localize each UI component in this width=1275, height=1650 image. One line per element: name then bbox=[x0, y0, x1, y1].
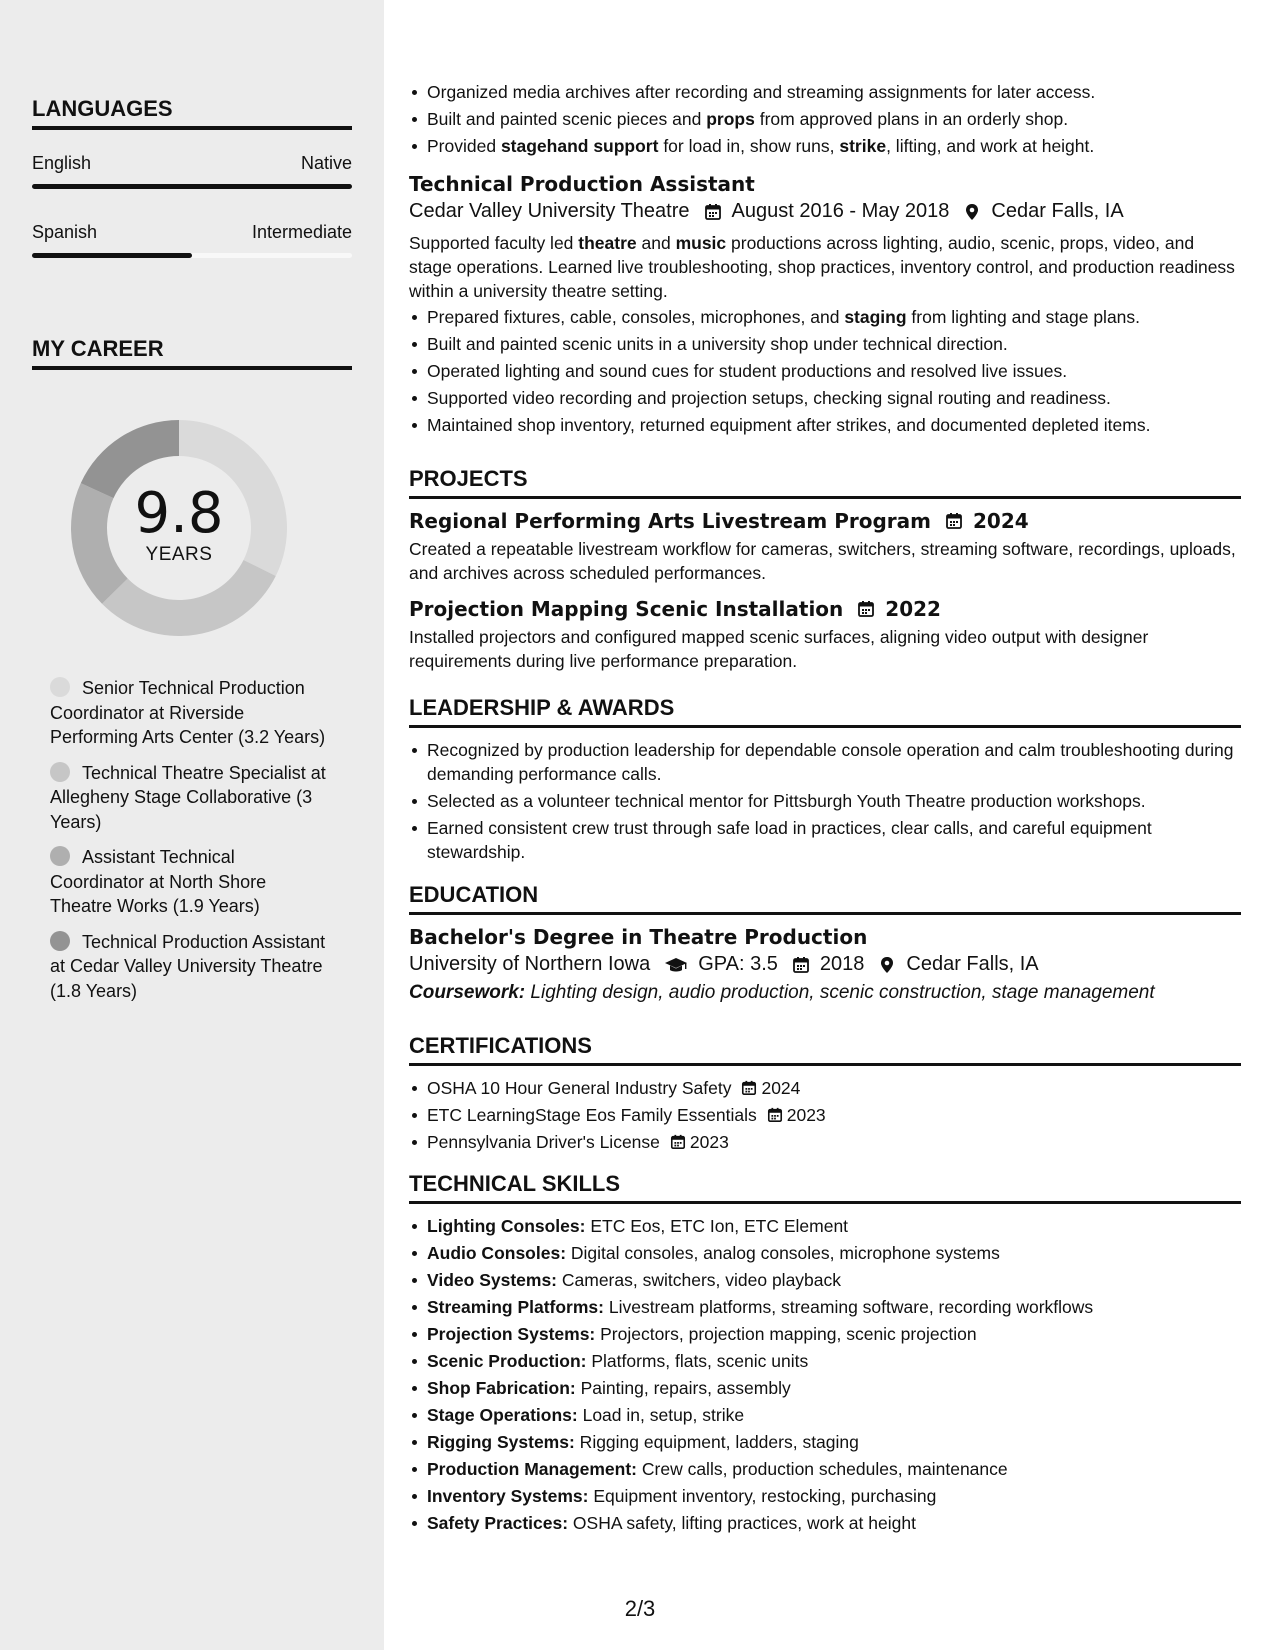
skill-item bbox=[409, 1268, 1241, 1292]
sidebar bbox=[0, 0, 384, 1650]
text-run: Maintained shop inventory, returned equipment after strikes, and documented depleted items. bbox=[427, 415, 1151, 435]
leadership-item: Recognized by production leadership for dependable console operation and calm troubleshooting during demanding performance calls. bbox=[409, 738, 1241, 786]
skill-label: Scenic Production: bbox=[427, 1351, 587, 1371]
job-title: Technical Production Assistant bbox=[409, 172, 755, 196]
coursework-text: Lighting design, audio production, scenic construction, stage management bbox=[530, 982, 1155, 1003]
list-item bbox=[409, 107, 1241, 131]
skill-item bbox=[409, 1295, 1241, 1319]
education-year: 2018 bbox=[819, 953, 865, 975]
certification-name: Pennsylvania Driver's License bbox=[427, 1132, 660, 1152]
list-item bbox=[409, 413, 1241, 437]
calendar-icon bbox=[857, 600, 875, 618]
job-location: Cedar Falls, IA bbox=[991, 200, 1124, 222]
certification-item bbox=[409, 1076, 1241, 1100]
language-bar-fill bbox=[32, 253, 192, 258]
leadership-list bbox=[409, 738, 1241, 864]
text-run: Prepared fixtures, cable, consoles, microphones, and bbox=[427, 307, 845, 327]
career-list bbox=[50, 676, 330, 1014]
leadership-heading: LEADERSHIP & AWARDS bbox=[409, 695, 1241, 728]
project-item bbox=[409, 509, 1241, 585]
project-description: Created a repeatable livestream workflow for cameras, switchers, streaming software, recordings, uploads, and archives across scheduled performances. bbox=[409, 539, 1236, 583]
language-name: Spanish bbox=[32, 222, 98, 242]
text-run: Supported video recording and projection setups, checking signal routing and readiness. bbox=[427, 388, 1111, 408]
skill-label: Lighting Consoles: bbox=[427, 1216, 586, 1236]
job-company: Cedar Valley University Theatre bbox=[409, 200, 690, 222]
coursework-label: Coursework: bbox=[409, 982, 526, 1003]
career-total bbox=[64, 413, 294, 643]
text-run: Organized media archives after recording and streaming assignments for later access. bbox=[427, 82, 1096, 102]
skill-value: Painting, repairs, assembly bbox=[575, 1378, 791, 1398]
skill-label: Shop Fabrication: bbox=[427, 1378, 576, 1398]
skill-value: Cameras, switchers, video playback bbox=[557, 1270, 842, 1290]
leadership-section bbox=[409, 695, 1241, 867]
calendar-icon bbox=[792, 956, 810, 974]
skill-item bbox=[409, 1241, 1241, 1265]
job-entry bbox=[409, 172, 1241, 440]
project-title-text: Regional Performing Arts Livestream Program bbox=[409, 509, 931, 533]
skill-label: Safety Practices: bbox=[427, 1513, 569, 1533]
skill-item bbox=[409, 1511, 1241, 1535]
skill-item bbox=[409, 1349, 1241, 1373]
skill-label: Inventory Systems: bbox=[427, 1486, 589, 1506]
skills-list bbox=[409, 1214, 1241, 1535]
certification-year: 2024 bbox=[761, 1078, 801, 1098]
project-title-text: Projection Mapping Scenic Installation bbox=[409, 597, 844, 621]
skill-item bbox=[409, 1214, 1241, 1238]
leadership-item: Selected as a volunteer technical mentor for Pittsburgh Youth Theatre production workshops. bbox=[409, 789, 1241, 813]
languages-heading: LANGUAGES bbox=[32, 96, 352, 130]
career-item bbox=[50, 930, 330, 1004]
skills-heading: TECHNICAL SKILLS bbox=[409, 1171, 1241, 1204]
language-bar-spanish bbox=[32, 253, 352, 258]
list-item bbox=[409, 359, 1241, 383]
calendar-icon bbox=[767, 1107, 783, 1123]
language-level: Native bbox=[300, 153, 352, 173]
text-run: for load in, show runs, bbox=[658, 136, 840, 156]
skill-label: Stage Operations: bbox=[427, 1405, 578, 1425]
text-run: Provided bbox=[427, 136, 501, 156]
leadership-item: Earned consistent crew trust through safe load in practices, clear calls, and careful equipment stewardship. bbox=[409, 816, 1241, 864]
skill-value: Digital consoles, analog consoles, microphone systems bbox=[566, 1243, 1000, 1263]
skill-label: Video Systems: bbox=[427, 1270, 558, 1290]
skill-value: Platforms, flats, scenic units bbox=[586, 1351, 809, 1371]
career-total-number: 9.8 bbox=[134, 481, 224, 546]
education-meta bbox=[409, 953, 1241, 976]
skill-label: Streaming Platforms: bbox=[427, 1297, 604, 1317]
education-degree: Bachelor's Degree in Theatre Production bbox=[409, 925, 868, 949]
career-heading: MY CAREER bbox=[32, 336, 352, 370]
text-run: from lighting and stage plans. bbox=[906, 307, 1141, 327]
project-title bbox=[409, 597, 1241, 621]
skill-label: Projection Systems: bbox=[427, 1324, 596, 1344]
job-dates: August 2016 - May 2018 bbox=[731, 200, 950, 222]
career-item-text: Technical Production Assistant at Cedar Valley University Theatre (1.8 Years) bbox=[50, 931, 326, 1001]
calendar-icon bbox=[945, 512, 963, 530]
skill-value: Projectors, projection mapping, scenic projection bbox=[595, 1324, 977, 1344]
language-bar-fill bbox=[32, 184, 352, 189]
projects-heading: PROJECTS bbox=[409, 466, 1241, 499]
text-run: , lifting, and work at height. bbox=[886, 136, 1095, 156]
list-item bbox=[409, 80, 1241, 104]
project-year: 2024 bbox=[972, 509, 1029, 533]
certifications-heading: CERTIFICATIONS bbox=[409, 1033, 1241, 1066]
projects-section bbox=[409, 466, 1241, 685]
previous-job-bullets bbox=[409, 80, 1241, 161]
graduation-cap-icon bbox=[664, 956, 688, 974]
legend-dot bbox=[50, 762, 70, 782]
skill-item bbox=[409, 1376, 1241, 1400]
text-run: Built and painted scenic pieces and bbox=[427, 109, 707, 129]
bold-text: music bbox=[675, 233, 727, 253]
certifications-section bbox=[409, 1033, 1241, 1157]
project-description: Installed projectors and configured mapped scenic surfaces, aligning video output with designer requirements during live performance preparation. bbox=[409, 627, 1149, 671]
text-run: productions across lighting, audio, scenic, props, video, and stage operations. Learned live troubleshooting, shop practices, inventory control, and production readiness within a university theatre setting. bbox=[409, 233, 1235, 301]
text-run: Operated lighting and sound cues for student productions and resolved live issues. bbox=[427, 361, 1068, 381]
language-bar-english bbox=[32, 184, 352, 189]
skill-value: OSHA safety, lifting practices, work at height bbox=[568, 1513, 916, 1533]
bold-text: staging bbox=[844, 307, 907, 327]
bold-text: theatre bbox=[578, 233, 637, 253]
skill-item bbox=[409, 1457, 1241, 1481]
education-gpa: GPA: 3.5 bbox=[698, 953, 778, 975]
career-item bbox=[50, 676, 330, 750]
page-number: 2/3 bbox=[624, 1596, 656, 1621]
career-item-text: Technical Theatre Specialist at Allegheny Stage Collaborative (3 Years) bbox=[50, 762, 326, 832]
education-school: University of Northern Iowa bbox=[409, 953, 651, 975]
education-location: Cedar Falls, IA bbox=[906, 953, 1039, 975]
text-run: from approved plans in an orderly shop. bbox=[754, 109, 1069, 129]
career-item bbox=[50, 845, 330, 919]
certification-year: 2023 bbox=[689, 1132, 729, 1152]
text-run: Supported faculty led bbox=[409, 233, 579, 253]
project-year: 2022 bbox=[885, 597, 941, 621]
language-row-english bbox=[32, 153, 352, 174]
list-item bbox=[409, 386, 1241, 410]
calendar-icon bbox=[704, 203, 722, 221]
calendar-icon bbox=[670, 1134, 686, 1150]
certification-name: OSHA 10 Hour General Industry Safety bbox=[427, 1078, 732, 1098]
list-item bbox=[409, 332, 1241, 356]
career-item bbox=[50, 761, 330, 835]
certifications-list bbox=[409, 1076, 1241, 1154]
certification-item bbox=[409, 1103, 1241, 1127]
skill-value: Equipment inventory, restocking, purchasing bbox=[588, 1486, 937, 1506]
location-pin-icon bbox=[878, 956, 896, 974]
job-summary bbox=[409, 231, 1241, 303]
certification-name: ETC LearningStage Eos Family Essentials bbox=[427, 1105, 757, 1125]
job-bullets bbox=[409, 305, 1241, 437]
legend-dot bbox=[50, 677, 70, 697]
location-pin-icon bbox=[963, 203, 981, 221]
career-item-text: Assistant Technical Coordinator at North Shore Theatre Works (1.9 Years) bbox=[50, 847, 267, 916]
certification-year: 2023 bbox=[786, 1105, 826, 1125]
skill-value: Crew calls, production schedules, maintenance bbox=[637, 1459, 1008, 1479]
bold-text: stagehand support bbox=[500, 136, 659, 156]
skill-label: Rigging Systems: bbox=[427, 1432, 575, 1452]
bold-text: props bbox=[706, 109, 755, 129]
language-level: Intermediate bbox=[251, 222, 352, 242]
education-heading: EDUCATION bbox=[409, 882, 1241, 915]
projects-list bbox=[409, 509, 1241, 673]
skill-label: Production Management: bbox=[427, 1459, 638, 1479]
text-run: and bbox=[636, 233, 676, 253]
skill-value: Rigging equipment, ladders, staging bbox=[574, 1432, 859, 1452]
legend-dot bbox=[50, 931, 70, 951]
text-run: Built and painted scenic units in a university shop under technical direction. bbox=[427, 334, 1008, 354]
education-coursework bbox=[409, 982, 1241, 1004]
education-section bbox=[409, 882, 1241, 1004]
language-row-spanish bbox=[32, 222, 352, 243]
skill-item bbox=[409, 1403, 1241, 1427]
list-item bbox=[409, 305, 1241, 329]
bold-text: strike bbox=[839, 136, 887, 156]
skill-item bbox=[409, 1484, 1241, 1508]
skills-section bbox=[409, 1171, 1241, 1538]
job-meta bbox=[409, 200, 1241, 223]
skill-label: Audio Consoles: bbox=[427, 1243, 567, 1263]
skill-item bbox=[409, 1322, 1241, 1346]
skill-value: Load in, setup, strike bbox=[577, 1405, 745, 1425]
skill-item bbox=[409, 1430, 1241, 1454]
calendar-icon bbox=[741, 1080, 757, 1096]
certification-item bbox=[409, 1130, 1241, 1154]
skill-value: ETC Eos, ETC Ion, ETC Element bbox=[585, 1216, 849, 1236]
language-name: English bbox=[32, 153, 92, 173]
career-total-unit: YEARS bbox=[145, 544, 213, 565]
project-title bbox=[409, 509, 1241, 533]
list-item bbox=[409, 134, 1241, 158]
project-item bbox=[409, 597, 1241, 673]
career-item-text: Senior Technical Production Coordinator at Riverside Performing Arts Center (3.2 Years) bbox=[50, 678, 326, 747]
legend-dot bbox=[50, 846, 70, 866]
skill-value: Livestream platforms, streaming software, recording workflows bbox=[603, 1297, 1094, 1317]
